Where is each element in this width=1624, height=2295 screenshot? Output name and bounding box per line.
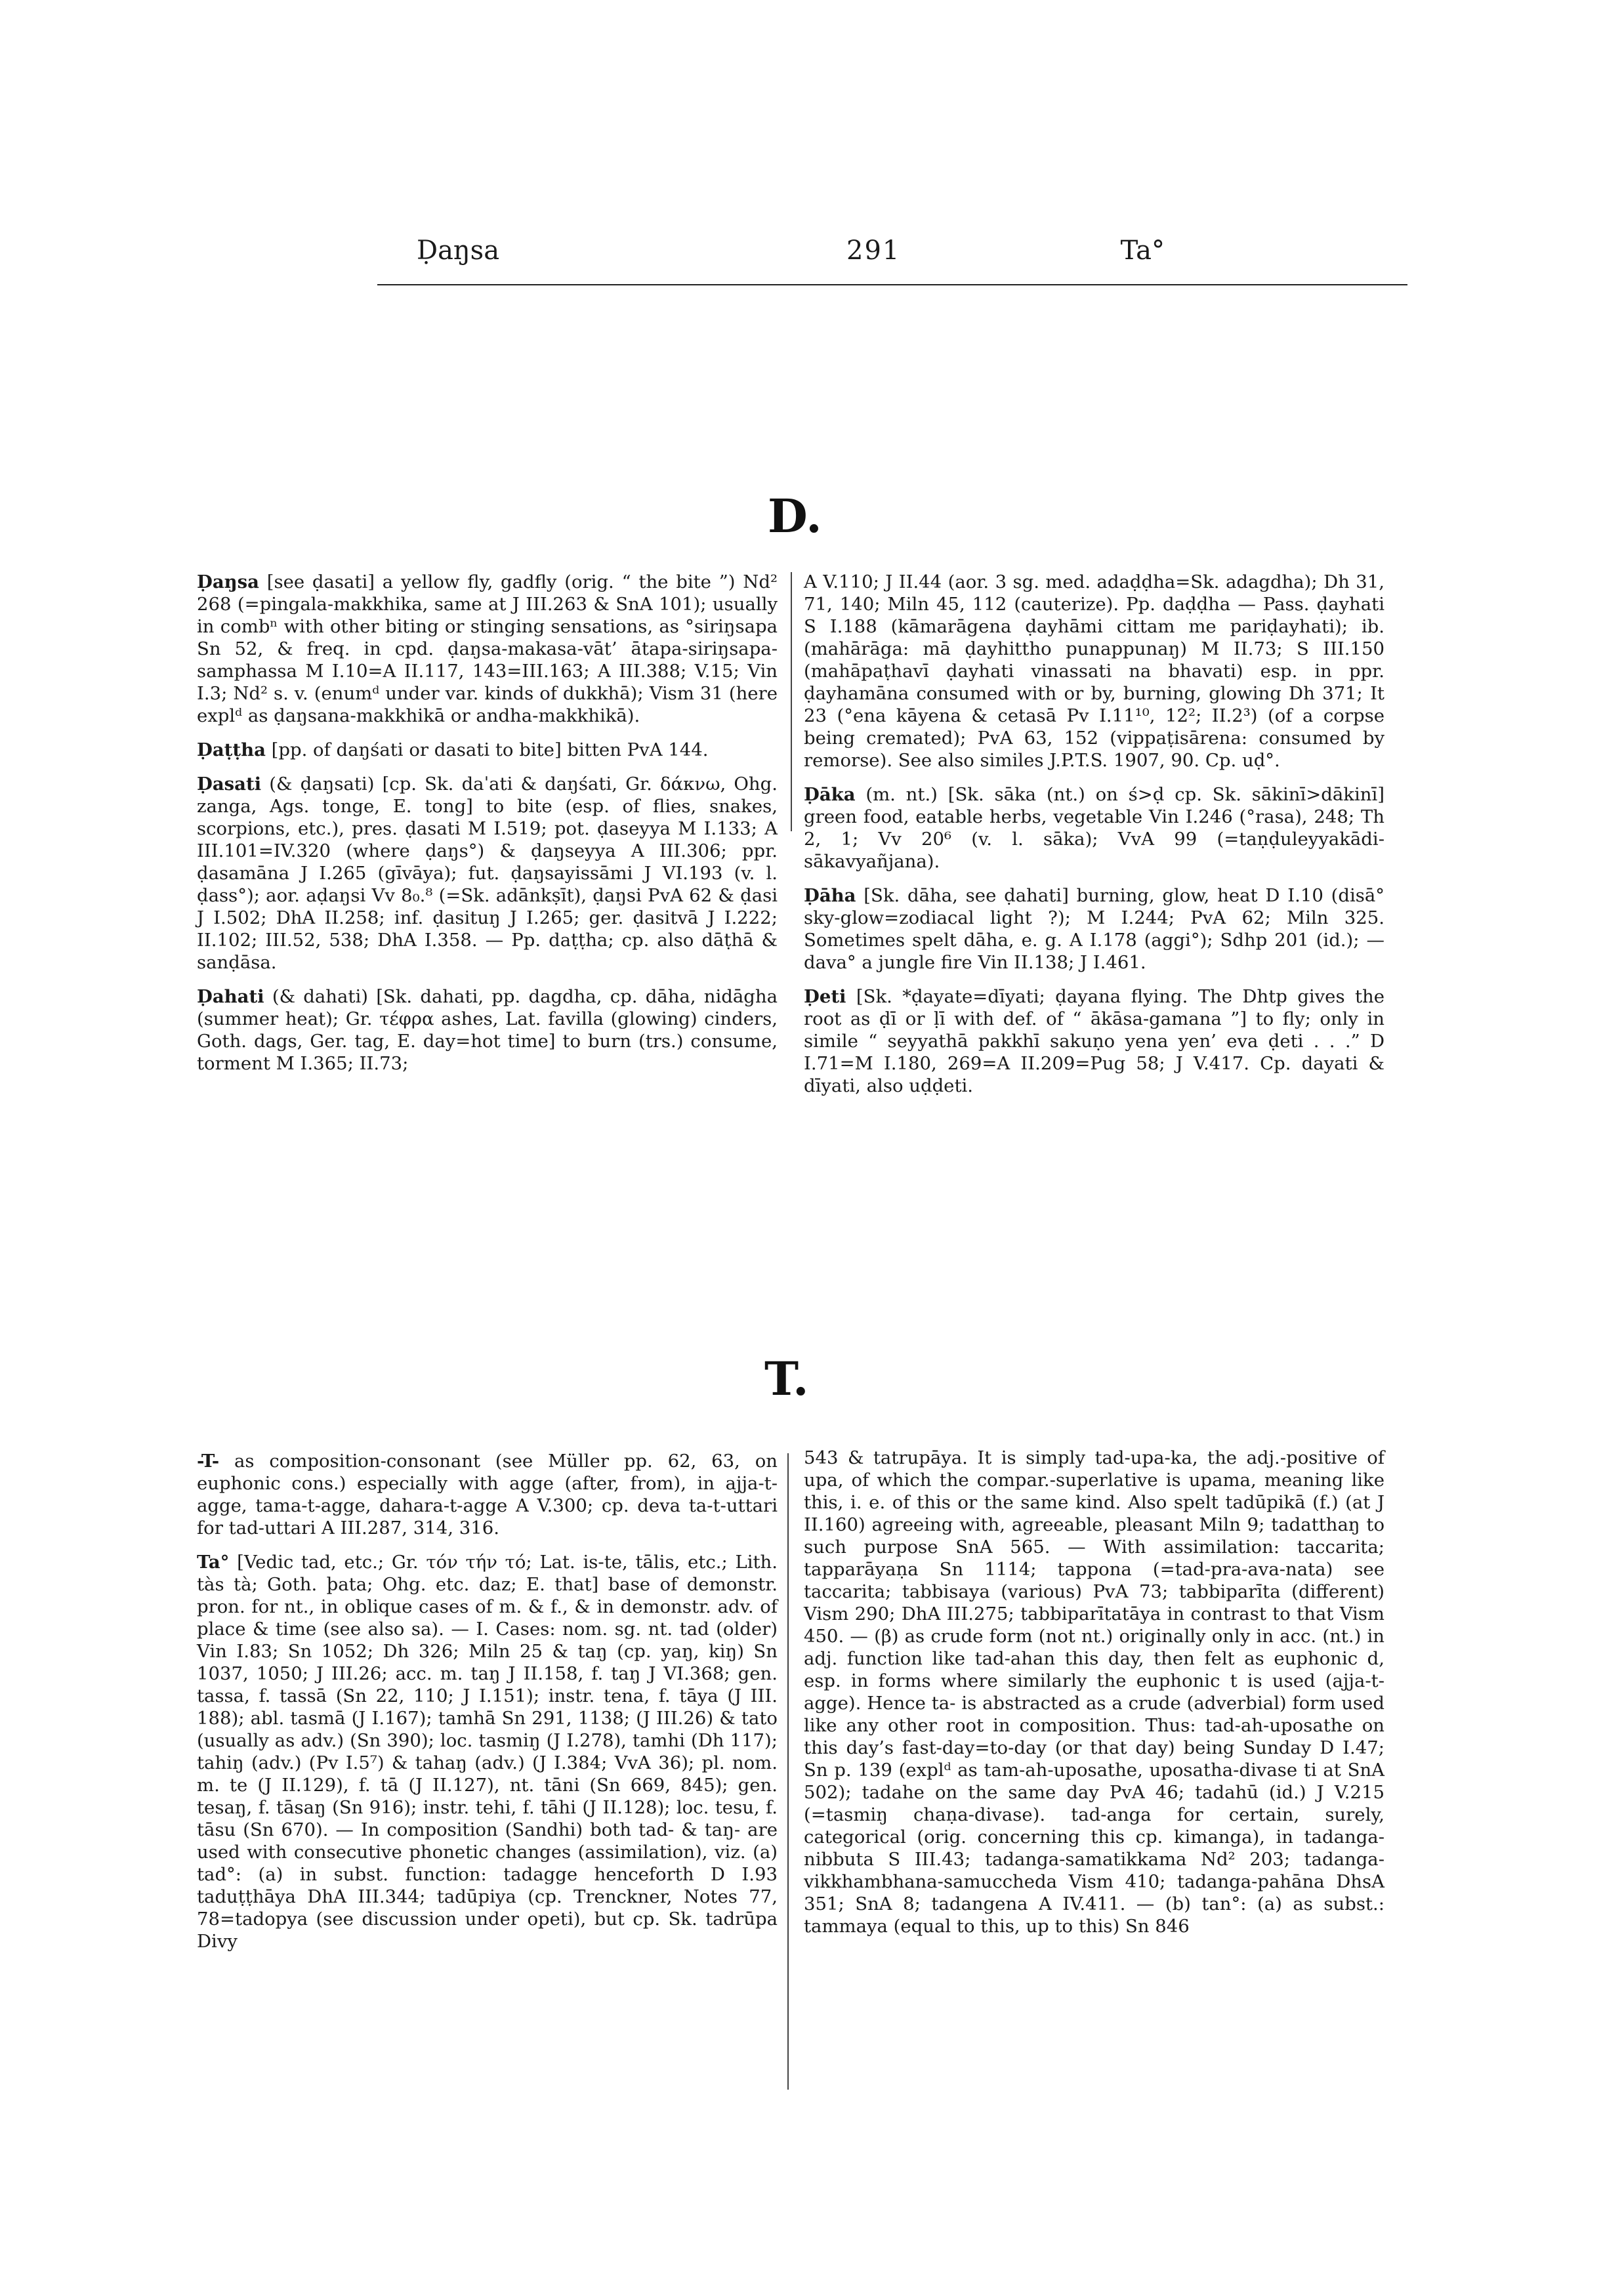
entry-body: [Sk. dāha, see ḍahati] burning, glow, heat D I.10 (disā° sky-glow=zodiacal light ?); M I.244; PvA 62; Miln 325. Sometimes spelt dāha, e. g. A I.178 (aggi°); Sdhp 201 (id.); — dava° a jungle fire Vin II.138; J I.461. <box>804 885 1385 973</box>
dictionary-entry <box>197 773 778 974</box>
dictionary-entry <box>197 739 778 761</box>
entry-headword: Ta° <box>197 1552 230 1573</box>
entry-body: (& ḍaŋsati) [cp. Sk. daˈati & daŋśati, Gr. δάκνω, Ohg. zanga, Ags. tonge, E. tong] to bite (esp. of flies, snakes, scorpions, etc.), pres. ḍasati M I.519; pot. ḍaseyya M I.133; A III.101=IV.320 (where ḍaŋs°) & ḍaŋseyya A III.306; ppr. ḍasamāna J I.265 (gīvāya); fut. ḍaŋsayissāmi J VI.193 (v. l. ḍass°); aor. aḍaŋsi Vv 8₀.⁸ (=Sk. adānkṣīt), ḍaŋsi PvA 62 & ḍasi J I.502; DhA II.258; inf. ḍasituŋ J I.265; ger. ḍasitvā J I.222; II.102; III.52, 538; DhA I.358. — Pp. daṭṭha; cp. also dāṭhā & sanḍāsa. <box>197 774 778 973</box>
t-left-column <box>197 1450 778 1964</box>
section-heading-d: D. <box>768 489 822 543</box>
entry-body: [pp. of daŋśati or dasati to bite] bitten PvA 144. <box>271 739 709 760</box>
entry-body: [Vedic tad, etc.; Gr. τόν τήν τό; Lat. is-te, tālis, etc.; Lith. tàs tà; Goth. þata; Ohg. etc. daz; E. that] base of demonstr. pron. for nt., in oblique cases of m. & f., & in demonstr. adv. of place & time (see also sa). — I. Cases: nom. sg. nt. tad (older) Vin I.83; Sn 1052; Dh 326; Miln 25 & taŋ (cp. yaŋ, kiŋ) Sn 1037, 1050; J III.26; acc. m. taŋ J II.158, f. taŋ J VI.368; gen. tassa, f. tassā (Sn 22, 110; J I.151); instr. tena, f. tāya (J III. 188); abl. tasmā (J I.167); tamhā Sn 291, 1138; (J III.26) & tato (usually as adv.) (Sn 390); loc. tasmiŋ (J I.278), tamhi (Dh 117); tahiŋ (adv.) (Pv I.5⁷) & tahaŋ (adv.) (J I.384; VvA 36); pl. nom. m. te (J II.129), f. tā (J II.127), nt. tāni (Sn 669, 845); gen. tesaŋ, f. tāsaŋ (Sn 916); instr. tehi, f. tāhi (J II.128); loc. tesu, f. tāsu (Sn 670). — In composition (Sandhi) both tad- & taŋ- are used with consecutive phonetic changes (assimilation), viz. (a) tad°: (a) in subst. function: tadagge henceforth D I.93 taduṭṭhāya DhA III.344; tadūpiya (cp. Trenckner, Notes 77, 78=tadopya (see discussion under opeti), but cp. Sk. tadrūpa Divy <box>197 1552 778 1952</box>
entry-headword: Ḍahati <box>197 986 264 1007</box>
header-left-word: Ḍaŋsa <box>417 236 500 266</box>
dictionary-entry <box>804 783 1385 873</box>
entry-body: 543 & tatrupāya. It is simply tad-upa-ka, the adj.-positive of upa, of which the compar.-superlative is upama, meaning like this, i. e. of this or the same kind. Also spelt tadūpikā (f.) (at J II.160) agreeing with, agreeable, pleasant Miln 9; tadatthaŋ to such purpose SnA 565. — With assimilation: taccarita; tapparāyaṇa Sn 1114; tapponа (=tad-pra-ava-nata) see taccarita; tabbisaya (various) PvA 73; tabbiparīta (different) Vism 290; DhA III.275; tabbiparītatāya in contrast to that Vism 450. — (β) as crude form (not nt.) originally only in acc. (nt.) in adj. function like tad-ahan this day, then felt as euphonic d, esp. in forms where similarly the euphonic t is used (ajja-t-agge). Hence ta- is abstracted as a crude (adverbial) form used like any other root in composition. Thus: tad-ah-uposathe on this day’s fast-day=to-day (or that day) being Sunday D I.47; Sn p. 139 (explᵈ as tam-ah-uposathe, uposatha-divase ti at SnA 502); tadahe on the same day PvA 46; tadahū (id.) J V.215 (=tasmiŋ chaṇa-divase). tad-anga for certain, surely, categorical (orig. concerning this cp. kimanga), in tadanga-nibbuta S III.43; tadanga-samatikkama Nd² 203; tadanga-vikkhambhana-samuccheda Vism 410; tadanga-pahāna DhsA 351; SnA 8; tadangena A IV.411. — (b) tan°: (a) as subst.: tammaya (equal to this, up to this) Sn 846 <box>804 1447 1385 1937</box>
entry-body: [see ḍasati] a yellow fly, gadfly (orig. “ the bite ”) Nd² 268 (=pingala-makkhika, same at J III.263 & SnA 101); usually in combⁿ with other biting or stinging sensations, as °siriŋsapa Sn 52, & freq. in cpd. ḍaŋsa-makasa-vāt’ ātapa-siriŋsapa-samphassa M I.10=A II.117, 143=III.163; A III.388; V.15; Vin I.3; Nd² s. v. (enumᵈ under var. kinds of dukkhā); Vism 31 (here explᵈ as ḍaŋsana-makkhikā or andha-makkhikā). <box>197 571 778 726</box>
entry-headword: Ḍaŋsa <box>197 571 259 592</box>
dictionary-entry <box>197 1551 778 1953</box>
dictionary-entry <box>197 571 778 727</box>
entry-body: as composition-consonant (see Müller pp. 62, 63, on euphonic cons.) especially with agge (after, from), in ajja-t-agge, tama-t-agge, dahara-t-agge A V.300; cp. deva ta-t-uttari for tad-uttari A III.287, 314, 316. <box>197 1451 778 1539</box>
dictionary-entry <box>197 985 778 1075</box>
entry-body: (m. nt.) [Sk. sāka (nt.) on ś>ḍ cp. Sk. sākinī>dākinī] green food, eatable herbs, vegetable Vin I.246 (°rasa), 248; Th 2, 1; Vv 20⁶ (v. l. sāka); VvA 99 (=taṇḍuleyyakādi-sākavyañjana). <box>804 784 1385 872</box>
entry-body: A V.110; J II.44 (aor. 3 sg. med. adaḍḍha=Sk. adagdha); Dh 31, 71, 140; Miln 45, 112 (cauterize). Pp. daḍḍha — Pass. ḍayhati S I.188 (kāmarāgena ḍayhāmi cittam me pariḍayhati); ib. (mahārāga: mā ḍayhittho punappunaŋ) M II.73; S III.150 (mahāpaṭhavī ḍayhati vinassati na bhavati) esp. in ppr. ḍayhamāna consumed with or by, burning, glowing Dh 371; It 23 (°ena kāyena & cetasā Pv I.11¹⁰, 12²; II.2³) (of a corpse being cremated); PvA 63, 152 (vippaṭisārena: consumed by remorse). See also similes J.P.T.S. 1907, 90. Cp. uḍ°. <box>804 571 1385 771</box>
entry-headword: Ḍāha <box>804 885 856 906</box>
section-heading-t: T. <box>764 1352 809 1406</box>
column-divider <box>787 1453 789 2090</box>
entry-headword: Ḍasati <box>197 774 262 795</box>
t-right-column <box>804 1447 1385 1949</box>
page-number: 291 <box>846 236 901 266</box>
entry-body: [Sk. *ḍayate=dīyati; ḍayana flying. The Dhtp gives the root as ḍī or ḷī with def. of “ ākāsa-gamana ”] to fly; only in simile “ seyyathā pakkhī sakuṇo yena yen’ eva ḍeti . . .” D I.71=M I.180, 269=A II.209=Pug 58; J V.417. Cp. dayati & dīyati, also uḍḍeti. <box>804 986 1385 1096</box>
running-header <box>377 233 1407 285</box>
dictionary-entry <box>804 985 1385 1097</box>
d-left-column <box>197 571 778 1086</box>
dictionary-entry-continued <box>804 571 1385 772</box>
dictionary-entry-continued <box>804 1447 1385 1937</box>
entry-headword: Ḍaṭṭha <box>197 739 266 760</box>
dictionary-entry <box>197 1450 778 1539</box>
entry-body: (& dahati) [Sk. dahati, pp. dagdha, cp. dāha, nidāgha (summer heat); Gr. τέφρα ashes, Lat. favilla (glowing) cinders, Goth. dags, Ger. tag, E. day=hot time] to burn (trs.) consume, torment M I.365; II.73; <box>197 986 778 1074</box>
entry-headword: -T- <box>197 1451 220 1472</box>
column-divider <box>791 572 792 831</box>
header-right-word: Ta° <box>1120 236 1165 266</box>
d-right-column <box>804 571 1385 1109</box>
dictionary-entry <box>804 884 1385 974</box>
entry-headword: Ḍāka <box>804 784 856 805</box>
entry-headword: Ḍeti <box>804 986 846 1007</box>
